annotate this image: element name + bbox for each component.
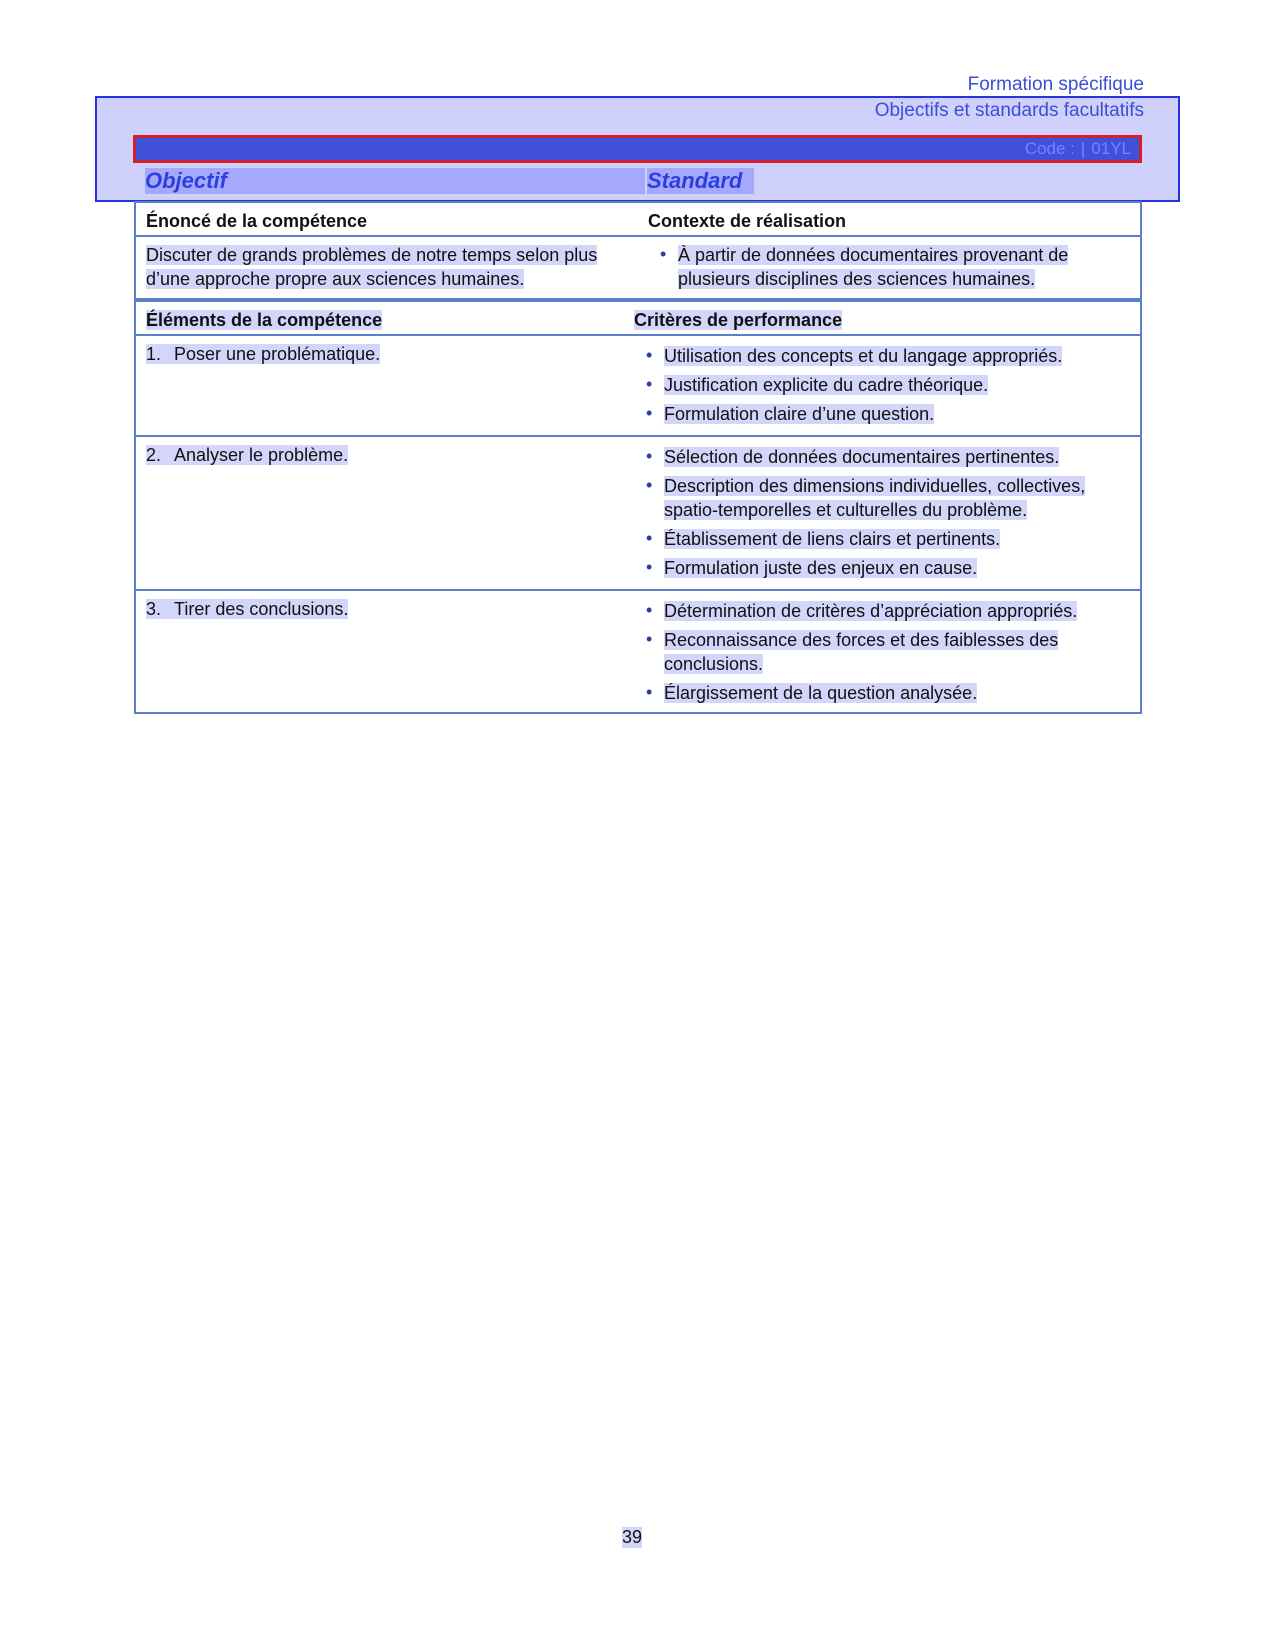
- element-cell: 3. Tirer des conclusions.: [135, 590, 634, 713]
- criterion-item: • Détermination de critères d’appréciation appropriés.: [646, 600, 1078, 621]
- bullet-icon: •: [646, 682, 653, 702]
- bullet-icon: •: [646, 475, 653, 495]
- bullet-icon: •: [646, 446, 653, 466]
- bullet-icon: •: [646, 600, 653, 620]
- criteria-list: [634, 599, 1140, 705]
- page-number: 39: [622, 1527, 643, 1547]
- competence-table: [134, 201, 1142, 300]
- enonce-header: Énoncé de la compétence: [135, 202, 648, 236]
- elements-table: [134, 300, 1142, 714]
- code-bar: [133, 135, 1142, 163]
- criteria-list: [634, 445, 1140, 580]
- bullet-icon: •: [660, 244, 667, 264]
- criteres-header: Critères de performance: [634, 301, 1141, 335]
- criteria-cell: [634, 335, 1141, 436]
- criterion-item: • Élargissement de la question analysée.: [646, 682, 978, 703]
- criterion-item: • Reconnaissance des forces et des faiblesses des conclusions.: [646, 629, 1059, 674]
- criterion-item: • Établissement de liens clairs et pertinents.: [646, 528, 1001, 549]
- code-value: 01YL: [1091, 139, 1131, 158]
- competence-row: [135, 236, 1141, 299]
- bullet-icon: •: [646, 528, 653, 548]
- bullet-icon: •: [646, 557, 653, 577]
- criteria-cell: [634, 590, 1141, 713]
- competence-header-row: [135, 202, 1141, 236]
- contexte-item: • À partir de données documentaires provenant de plusieurs disciplines des sciences humaines.: [660, 244, 1069, 289]
- code-label: Code :: [1024, 139, 1075, 158]
- criteria-list: [634, 344, 1140, 426]
- elements-header: Éléments de la compétence: [135, 301, 634, 335]
- header-objectifs: Objectifs et standards facultatifs: [874, 100, 1144, 121]
- criterion-item: • Description des dimensions individuelles, collectives, spatio-temporelles et culturelles du problème.: [646, 475, 1086, 520]
- contexte-header: Contexte de réalisation: [648, 202, 1141, 236]
- bullet-icon: •: [646, 629, 653, 649]
- element-row-2: [135, 436, 1141, 590]
- element-row-3: [135, 590, 1141, 713]
- objectif-title: Objectif: [145, 168, 645, 194]
- criterion-item: • Sélection de données documentaires pertinentes.: [646, 446, 1060, 467]
- elements-header-row: [135, 301, 1141, 335]
- criterion-item: • Formulation juste des enjeux en cause.: [646, 557, 978, 578]
- contexte-list: [648, 243, 1140, 291]
- criteria-cell: [634, 436, 1141, 590]
- element-cell: 1. Poser une problématique.: [146, 344, 381, 364]
- criterion-item: • Justification explicite du cadre théorique.: [646, 374, 989, 395]
- code-separator: |: [1080, 139, 1086, 158]
- standard-title: Standard: [647, 168, 754, 194]
- bullet-icon: •: [646, 345, 653, 365]
- element-row-1: [135, 335, 1141, 436]
- bullet-icon: •: [646, 403, 653, 423]
- bullet-icon: •: [646, 374, 653, 394]
- criterion-item: • Utilisation des concepts et du langage appropriés.: [646, 345, 1063, 366]
- competence-statement: Discuter de grands problèmes de notre temps selon plus d’une approche propre aux sciences humaines.: [146, 245, 598, 289]
- header-formation: Formation spécifique: [967, 74, 1144, 95]
- element-cell: 2. Analyser le problème.: [135, 436, 634, 590]
- criterion-item: • Formulation claire d’une question.: [646, 403, 935, 424]
- contexte-cell: [648, 236, 1141, 299]
